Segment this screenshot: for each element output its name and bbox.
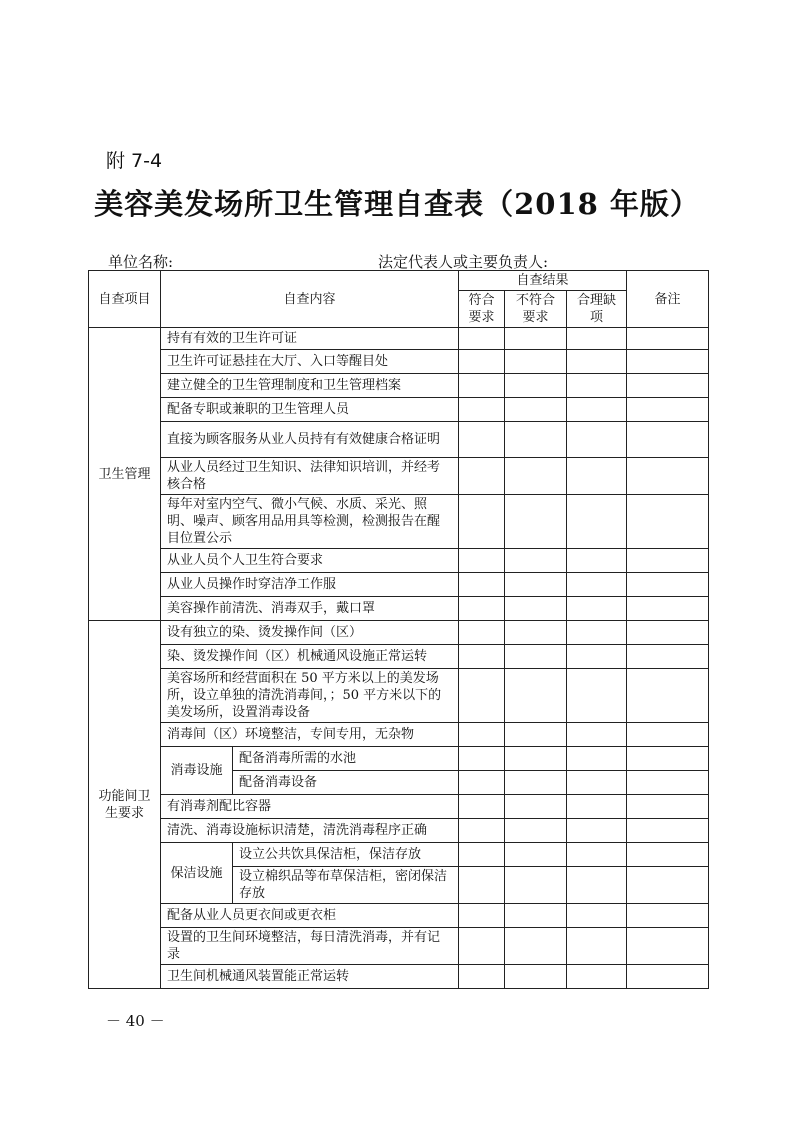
content-cell: 有消毒剂配比容器 <box>161 795 459 819</box>
subcategory-cell: 保洁设施 <box>161 843 233 904</box>
conform-cell <box>459 669 505 723</box>
nonconform-cell <box>505 771 567 795</box>
nonconform-cell <box>505 904 567 928</box>
conform-cell <box>459 597 505 621</box>
reasonable-missing-cell <box>567 549 627 573</box>
content-cell: 配备消毒设备 <box>233 771 459 795</box>
table-row <box>89 573 709 597</box>
conform-cell <box>459 747 505 771</box>
reasonable-missing-cell <box>567 350 627 374</box>
table-row <box>89 621 709 645</box>
nonconform-cell <box>505 747 567 771</box>
content-cell: 从业人员经过卫生知识、法律知识培训，并经考核合格 <box>161 458 459 495</box>
conform-cell <box>459 350 505 374</box>
remarks-cell <box>627 747 709 771</box>
nonconform-cell <box>505 398 567 422</box>
remarks-cell <box>627 621 709 645</box>
conform-cell <box>459 573 505 597</box>
table-row <box>89 422 709 458</box>
content-cell: 每年对室内空气、微小气候、水质、采光、照明、噪声、顾客用品用具等检测，检测报告在醒目位置公示 <box>161 495 459 549</box>
nonconform-cell <box>505 867 567 904</box>
reasonable-missing-cell <box>567 458 627 495</box>
reasonable-missing-cell <box>567 928 627 965</box>
table-row <box>89 328 709 350</box>
nonconform-cell <box>505 458 567 495</box>
remarks-cell <box>627 422 709 458</box>
header-conform: 符合 要求 <box>459 291 505 328</box>
conform-cell <box>459 795 505 819</box>
table-row <box>89 549 709 573</box>
remarks-cell <box>627 867 709 904</box>
nonconform-cell <box>505 621 567 645</box>
conform-cell <box>459 398 505 422</box>
table-row <box>89 645 709 669</box>
conform-cell <box>459 374 505 398</box>
remarks-cell <box>627 495 709 549</box>
remarks-cell <box>627 597 709 621</box>
self-check-table <box>88 270 709 989</box>
conform-cell <box>459 549 505 573</box>
nonconform-cell <box>505 723 567 747</box>
reasonable-missing-cell <box>567 819 627 843</box>
content-cell: 设有独立的染、烫发操作间（区） <box>161 621 459 645</box>
header-content: 自查内容 <box>161 271 459 328</box>
category-cell: 卫生管理 <box>89 328 161 621</box>
table-row <box>89 819 709 843</box>
reasonable-missing-cell <box>567 723 627 747</box>
content-cell: 美容操作前清洗、消毒双手，戴口罩 <box>161 597 459 621</box>
nonconform-cell <box>505 573 567 597</box>
remarks-cell <box>627 723 709 747</box>
nonconform-cell <box>505 495 567 549</box>
conform-cell <box>459 867 505 904</box>
nonconform-cell <box>505 350 567 374</box>
table-row <box>89 795 709 819</box>
reasonable-missing-cell <box>567 374 627 398</box>
nonconform-cell <box>505 597 567 621</box>
conform-cell <box>459 422 505 458</box>
reasonable-missing-cell <box>567 621 627 645</box>
reasonable-missing-cell <box>567 597 627 621</box>
remarks-cell <box>627 374 709 398</box>
remarks-cell <box>627 928 709 965</box>
nonconform-cell <box>505 965 567 989</box>
header-item: 自查项目 <box>89 271 161 328</box>
conform-cell <box>459 843 505 867</box>
conform-cell <box>459 621 505 645</box>
remarks-cell <box>627 669 709 723</box>
conform-cell <box>459 645 505 669</box>
header-row-1 <box>89 271 709 291</box>
content-cell: 卫生许可证悬挂在大厅、入口等醒目处 <box>161 350 459 374</box>
remarks-cell <box>627 458 709 495</box>
remarks-cell <box>627 795 709 819</box>
reasonable-missing-cell <box>567 422 627 458</box>
content-cell: 消毒间（区）环境整洁，专间专用，无杂物 <box>161 723 459 747</box>
page-title: 美容美发场所卫生管理自查表（2018 年版） <box>94 187 700 221</box>
unit-name-label: 单位名称: <box>108 253 174 271</box>
nonconform-cell <box>505 422 567 458</box>
table-row <box>89 747 709 771</box>
reasonable-missing-cell <box>567 328 627 350</box>
reasonable-missing-cell <box>567 398 627 422</box>
reasonable-missing-cell <box>567 795 627 819</box>
remarks-cell <box>627 904 709 928</box>
table-row <box>89 723 709 747</box>
content-cell: 从业人员个人卫生符合要求 <box>161 549 459 573</box>
nonconform-cell <box>505 374 567 398</box>
table-row <box>89 965 709 989</box>
table-row <box>89 928 709 965</box>
remarks-cell <box>627 819 709 843</box>
category-cell: 功能间卫生要求 <box>89 621 161 989</box>
content-cell: 卫生间机械通风装置能正常运转 <box>161 965 459 989</box>
content-cell: 染、烫发操作间（区）机械通风设施正常运转 <box>161 645 459 669</box>
remarks-cell <box>627 398 709 422</box>
reasonable-missing-cell <box>567 747 627 771</box>
conform-cell <box>459 771 505 795</box>
table-row <box>89 597 709 621</box>
nonconform-cell <box>505 645 567 669</box>
content-cell: 设立棉织品等布草保洁柜，密闭保洁存放 <box>233 867 459 904</box>
reasonable-missing-cell <box>567 843 627 867</box>
table-row <box>89 843 709 867</box>
nonconform-cell <box>505 928 567 965</box>
content-cell: 设立公共饮具保洁柜，保洁存放 <box>233 843 459 867</box>
reasonable-missing-cell <box>567 669 627 723</box>
table-row <box>89 458 709 495</box>
conform-cell <box>459 819 505 843</box>
nonconform-cell <box>505 549 567 573</box>
remarks-cell <box>627 350 709 374</box>
nonconform-cell <box>505 669 567 723</box>
reasonable-missing-cell <box>567 495 627 549</box>
reasonable-missing-cell <box>567 771 627 795</box>
conform-cell <box>459 928 505 965</box>
remarks-cell <box>627 843 709 867</box>
content-cell: 美容场所和经营面积在 50 平方米以上的美发场所，设立单独的清洗消毒间，；50 平方米以下的美发场所，设置消毒设备 <box>161 669 459 723</box>
conform-cell <box>459 904 505 928</box>
remarks-cell <box>627 573 709 597</box>
header-nonconform: 不符合 要求 <box>505 291 567 328</box>
table-row <box>89 904 709 928</box>
legal-rep-label: 法定代表人或主要负责人: <box>378 253 549 271</box>
content-cell: 清洗、消毒设施标识清楚，清洗消毒程序正确 <box>161 819 459 843</box>
nonconform-cell <box>505 795 567 819</box>
reasonable-missing-cell <box>567 904 627 928</box>
content-cell: 设置的卫生间环境整洁，每日清洗消毒，并有记录 <box>161 928 459 965</box>
appendix-label: 附 7-4 <box>106 150 163 172</box>
remarks-cell <box>627 965 709 989</box>
reasonable-missing-cell <box>567 573 627 597</box>
conform-cell <box>459 328 505 350</box>
conform-cell <box>459 458 505 495</box>
reasonable-missing-cell <box>567 867 627 904</box>
conform-cell <box>459 965 505 989</box>
content-cell: 建立健全的卫生管理制度和卫生管理档案 <box>161 374 459 398</box>
header-reasonable-missing: 合理缺 项 <box>567 291 627 328</box>
content-cell: 配备专职或兼职的卫生管理人员 <box>161 398 459 422</box>
reasonable-missing-cell <box>567 645 627 669</box>
table-row <box>89 398 709 422</box>
content-cell: 持有有效的卫生许可证 <box>161 328 459 350</box>
content-cell: 配备从业人员更衣间或更衣柜 <box>161 904 459 928</box>
table-row <box>89 495 709 549</box>
remarks-cell <box>627 645 709 669</box>
remarks-cell <box>627 771 709 795</box>
nonconform-cell <box>505 843 567 867</box>
header-remarks: 备注 <box>627 271 709 328</box>
remarks-cell <box>627 549 709 573</box>
conform-cell <box>459 495 505 549</box>
table-row <box>89 350 709 374</box>
nonconform-cell <box>505 328 567 350</box>
table-row <box>89 374 709 398</box>
conform-cell <box>459 723 505 747</box>
nonconform-cell <box>505 819 567 843</box>
header-result: 自查结果 <box>459 271 627 291</box>
page-number: － 40 － <box>106 1012 165 1030</box>
content-cell: 直接为顾客服务从业人员持有有效健康合格证明 <box>161 422 459 458</box>
content-cell: 从业人员操作时穿洁净工作服 <box>161 573 459 597</box>
reasonable-missing-cell <box>567 965 627 989</box>
table-row <box>89 669 709 723</box>
remarks-cell <box>627 328 709 350</box>
subcategory-cell: 消毒设施 <box>161 747 233 795</box>
content-cell: 配备消毒所需的水池 <box>233 747 459 771</box>
